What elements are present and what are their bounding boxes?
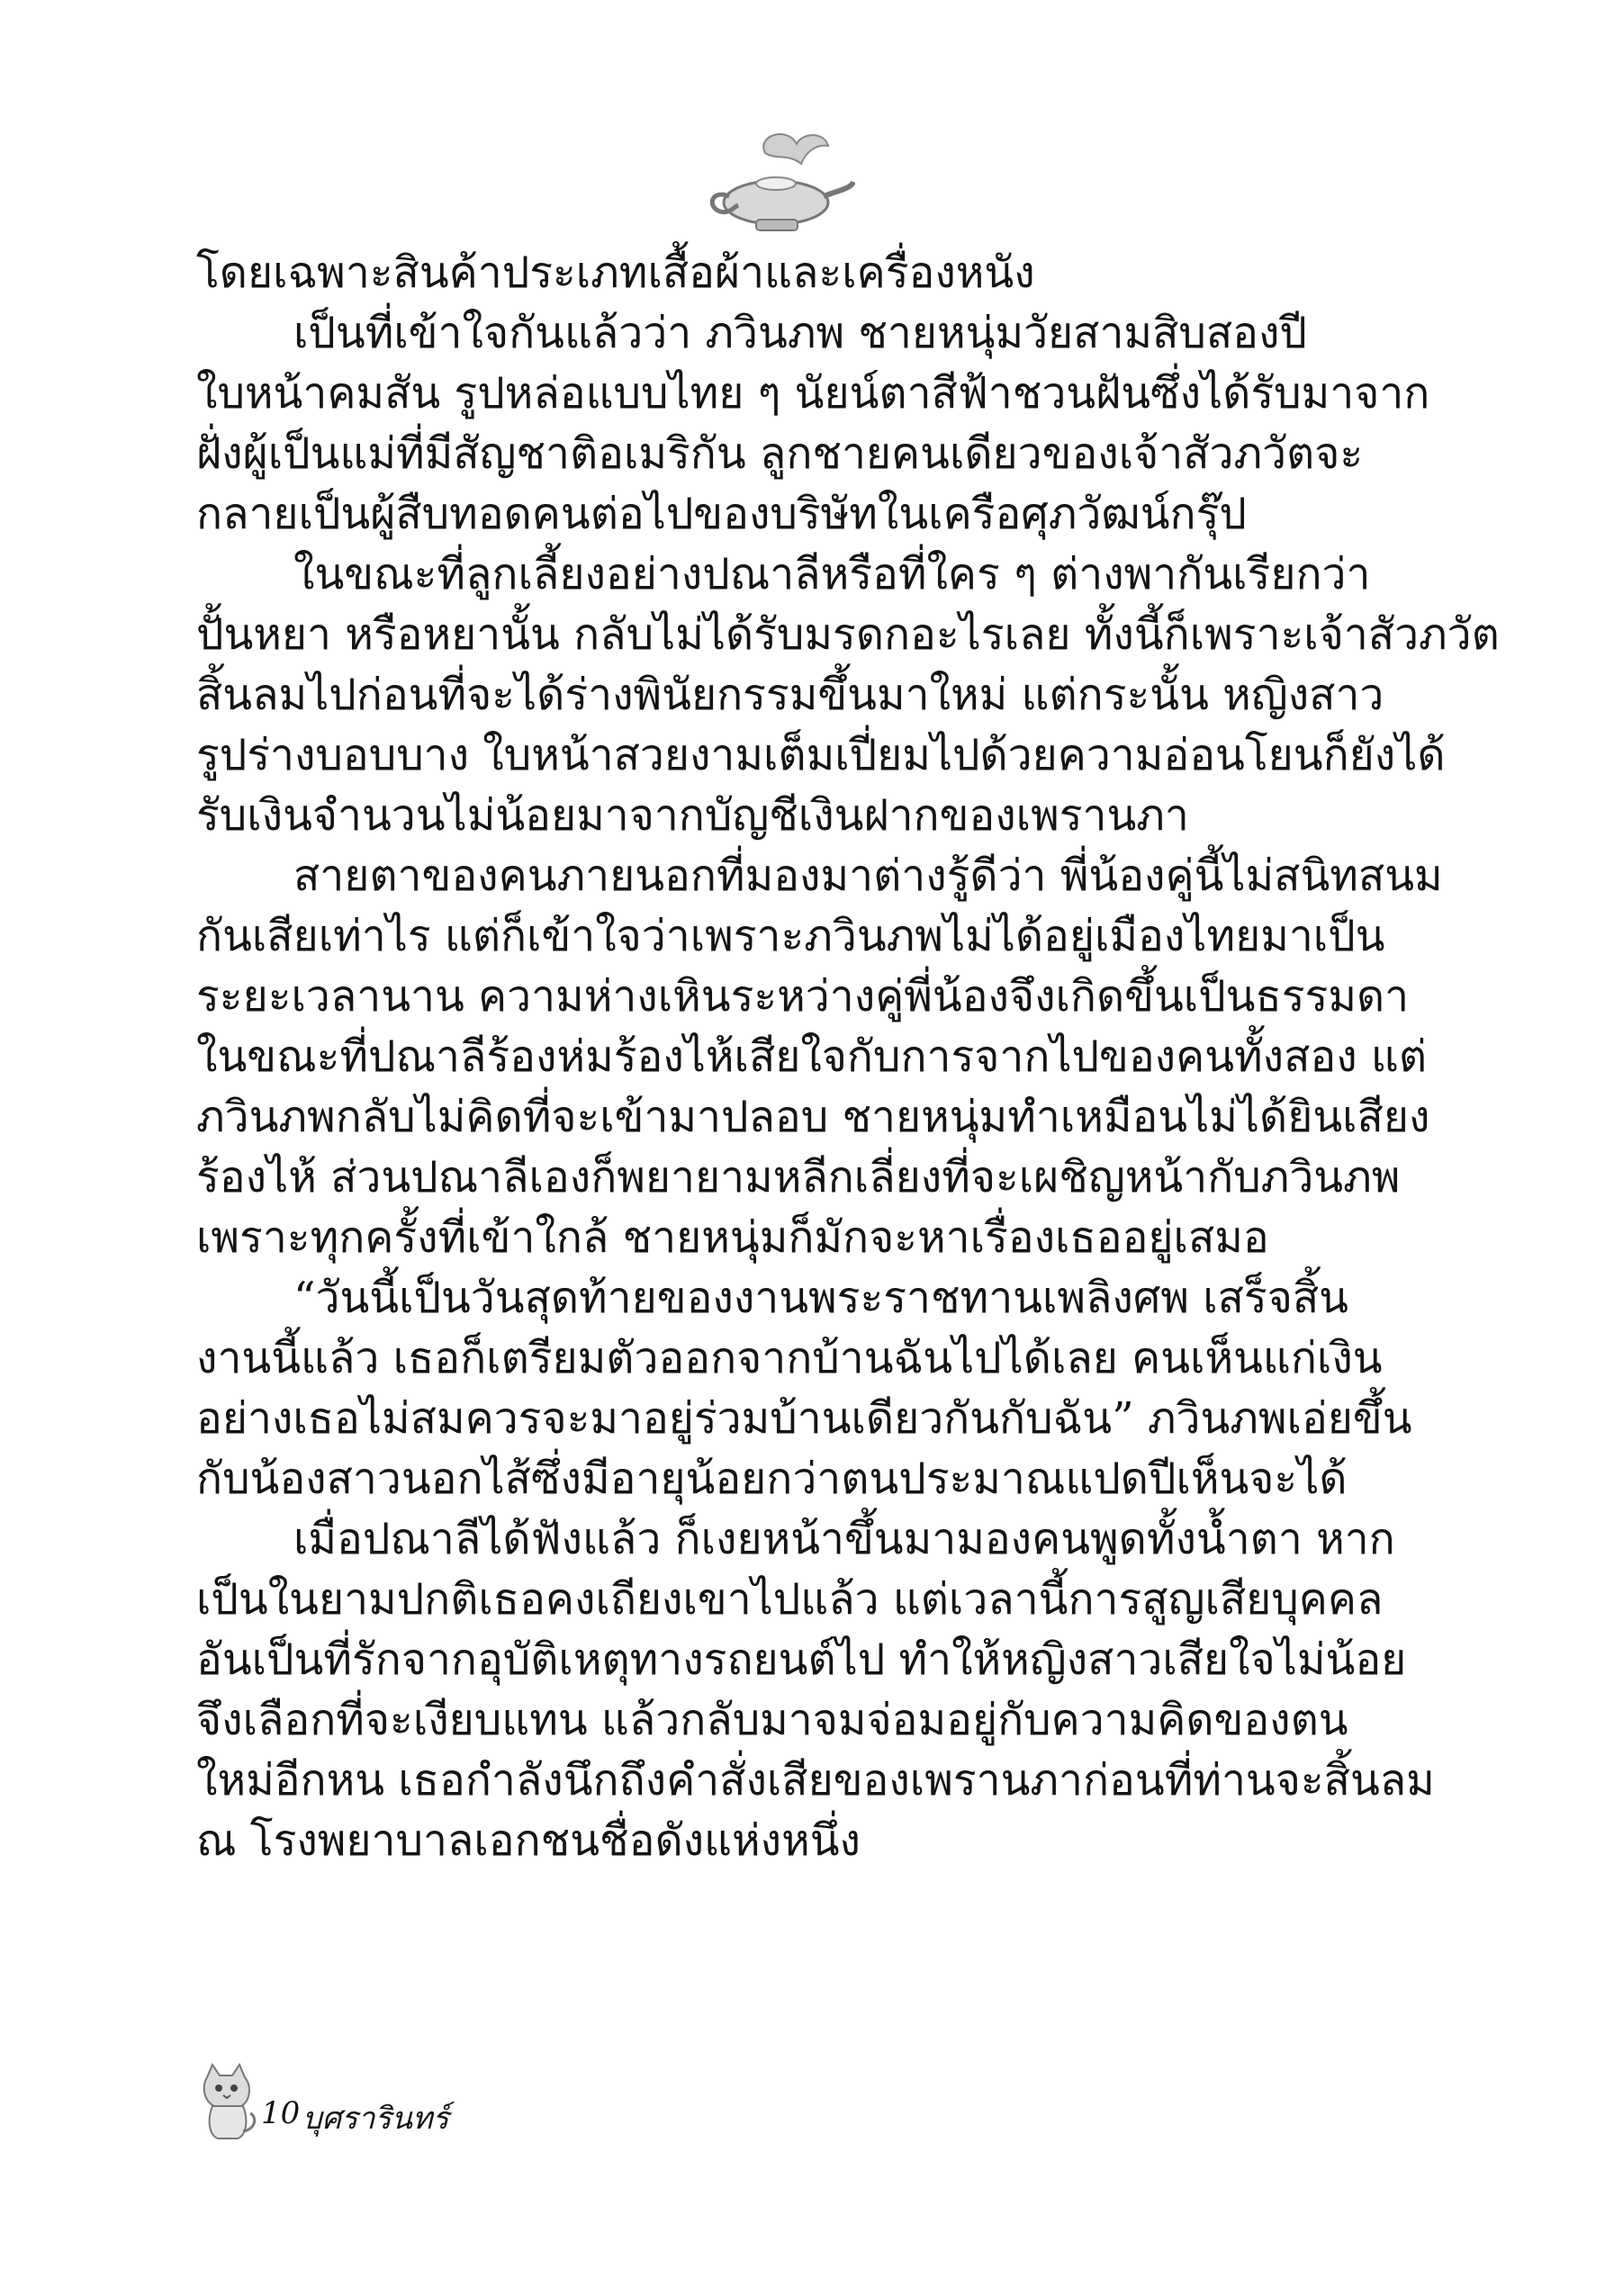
text-line: “วันนี้เป็นวันสุดท้ายของงานพระราชทานเพลิงศพ เสร็จสิ้น [293,1273,1348,1323]
text-line: รับเงินจำนวนไม่น้อยมาจากบัญชีเงินฝากของเพรานภา [196,790,1189,841]
page-footer [196,2061,646,2142]
text-line: กันเสียเท่าไร แต่ก็เข้าใจว่าเพราะภวินภพไม่ได้อยู่เมืองไทยมาเป็น [196,911,1385,961]
text-line: กลายเป็นผู้สืบทอดคนต่อไปของบริษัทในเครือศุภวัฒน์กรุ๊ป [196,489,1247,539]
author-name: บุศรารินทร์ [302,2101,449,2137]
text-line: ปั้นหยา หรือหยานั้น กลับไม่ได้รับมรดกอะไรเลย ทั้งนี้ก็เพราะเจ้าสัวภวัต [196,609,1500,660]
text-line: รูปร่างบอบบาง ใบหน้าสวยงามเต็มเปี่ยมไปด้วยความอ่อนโยนก็ยังได้ [196,730,1446,780]
text-line: โดยเฉพาะสินค้าประเภทเสื้อผ้าและเครื่องหนัง [196,248,1035,298]
text-line: เมื่อปณาลีได้ฟังแล้ว ก็เงยหน้าขึ้นมามองคนพูดทั้งน้ำตา หาก [293,1514,1395,1564]
text-line: ภวินภพกลับไม่คิดที่จะเข้ามาปลอบ ชายหนุ่มทำเหมือนไม่ได้ยินเสียง [196,1092,1430,1142]
text-line: ณ โรงพยาบาลเอกชนชื่อดังแห่งหนึ่ง [196,1815,861,1866]
text-line: จึงเลือกที่จะเงียบแทน แล้วกลับมาจมจ่อมอยู่กับความคิดของตน [196,1695,1348,1745]
text-line: ใหม่อีกหน เธอกำลังนึกถึงคำสั่งเสียของเพรานภาก่อนที่ท่านจะสิ้นลม [196,1755,1435,1805]
cat-icon [196,2061,259,2142]
text-line: ใบหน้าคมสัน รูปหล่อแบบไทย ๆ นัยน์ตาสีฟ้าชวนฝันซึ่งได้รับมาจาก [196,368,1430,419]
text-line: เป็นในยามปกติเธอคงเถียงเขาไปแล้ว แต่เวลานี้การสูญเสียบุคคล [196,1574,1384,1625]
text-line: อันเป็นที่รักจากอุบัติเหตุทางรถยนต์ไป ทำให้หญิงสาวเสียใจไม่น้อย [196,1634,1407,1685]
body-text [196,243,1500,1871]
text-line: อย่างเธอไม่สมควรจะมาอยู่ร่วมบ้านเดียวกันกับฉัน” ภวินภพเอ่ยขึ้น [196,1393,1412,1444]
text-line: กับน้องสาวนอกไส้ซึ่งมีอายุน้อยกว่าตนประมาณแปดปีเห็นจะได้ [196,1454,1348,1504]
text-line: สายตาของคนภายนอกที่มองมาต่างรู้ดีว่า พี่น้องคู่นี้ไม่สนิทสนม [293,851,1443,901]
text-line: ร้องไห้ ส่วนปณาลีเองก็พยายามหลีกเลี่ยงที่จะเผชิญหน้ากับภวินภพ [196,1152,1401,1202]
page-number: 10 [261,2095,301,2131]
text-line: เพราะทุกครั้งที่เข้าใกล้ ชายหนุ่มก็มักจะหาเรื่องเธออยู่เสมอ [196,1212,1269,1263]
text-line: งานนี้แล้ว เธอก็เตรียมตัวออกจากบ้านฉันไปได้เลย คนเห็นแก่เงิน [196,1333,1383,1383]
text-line: เป็นที่เข้าใจกันแล้วว่า ภวินภพ ชายหนุ่มวัยสามสิบสองปี [293,308,1307,358]
text-line: ในขณะที่ลูกเลี้ยงอย่างปณาลีหรือที่ใคร ๆ ต่างพากันเรียกว่า [293,549,1371,599]
text-line: ในขณะที่ปณาลีร้องห่มร้องไห้เสียใจกับการจากไปของคนทั้งสอง แต่ [196,1031,1428,1082]
lamp-icon [702,126,855,243]
text-line: สิ้นลมไปก่อนที่จะได้ร่างพินัยกรรมขึ้นมาใหม่ แต่กระนั้น หญิงสาว [196,670,1384,720]
text-line: ฝั่งผู้เป็นแม่ที่มีสัญชาติอเมริกัน ลูกชายคนเดียวของเจ้าสัวภวัตจะ [196,428,1364,479]
text-line: ระยะเวลานาน ความห่างเหินระหว่างคู่พี่น้องจึงเกิดขึ้นเป็นธรรมดา [196,971,1410,1022]
